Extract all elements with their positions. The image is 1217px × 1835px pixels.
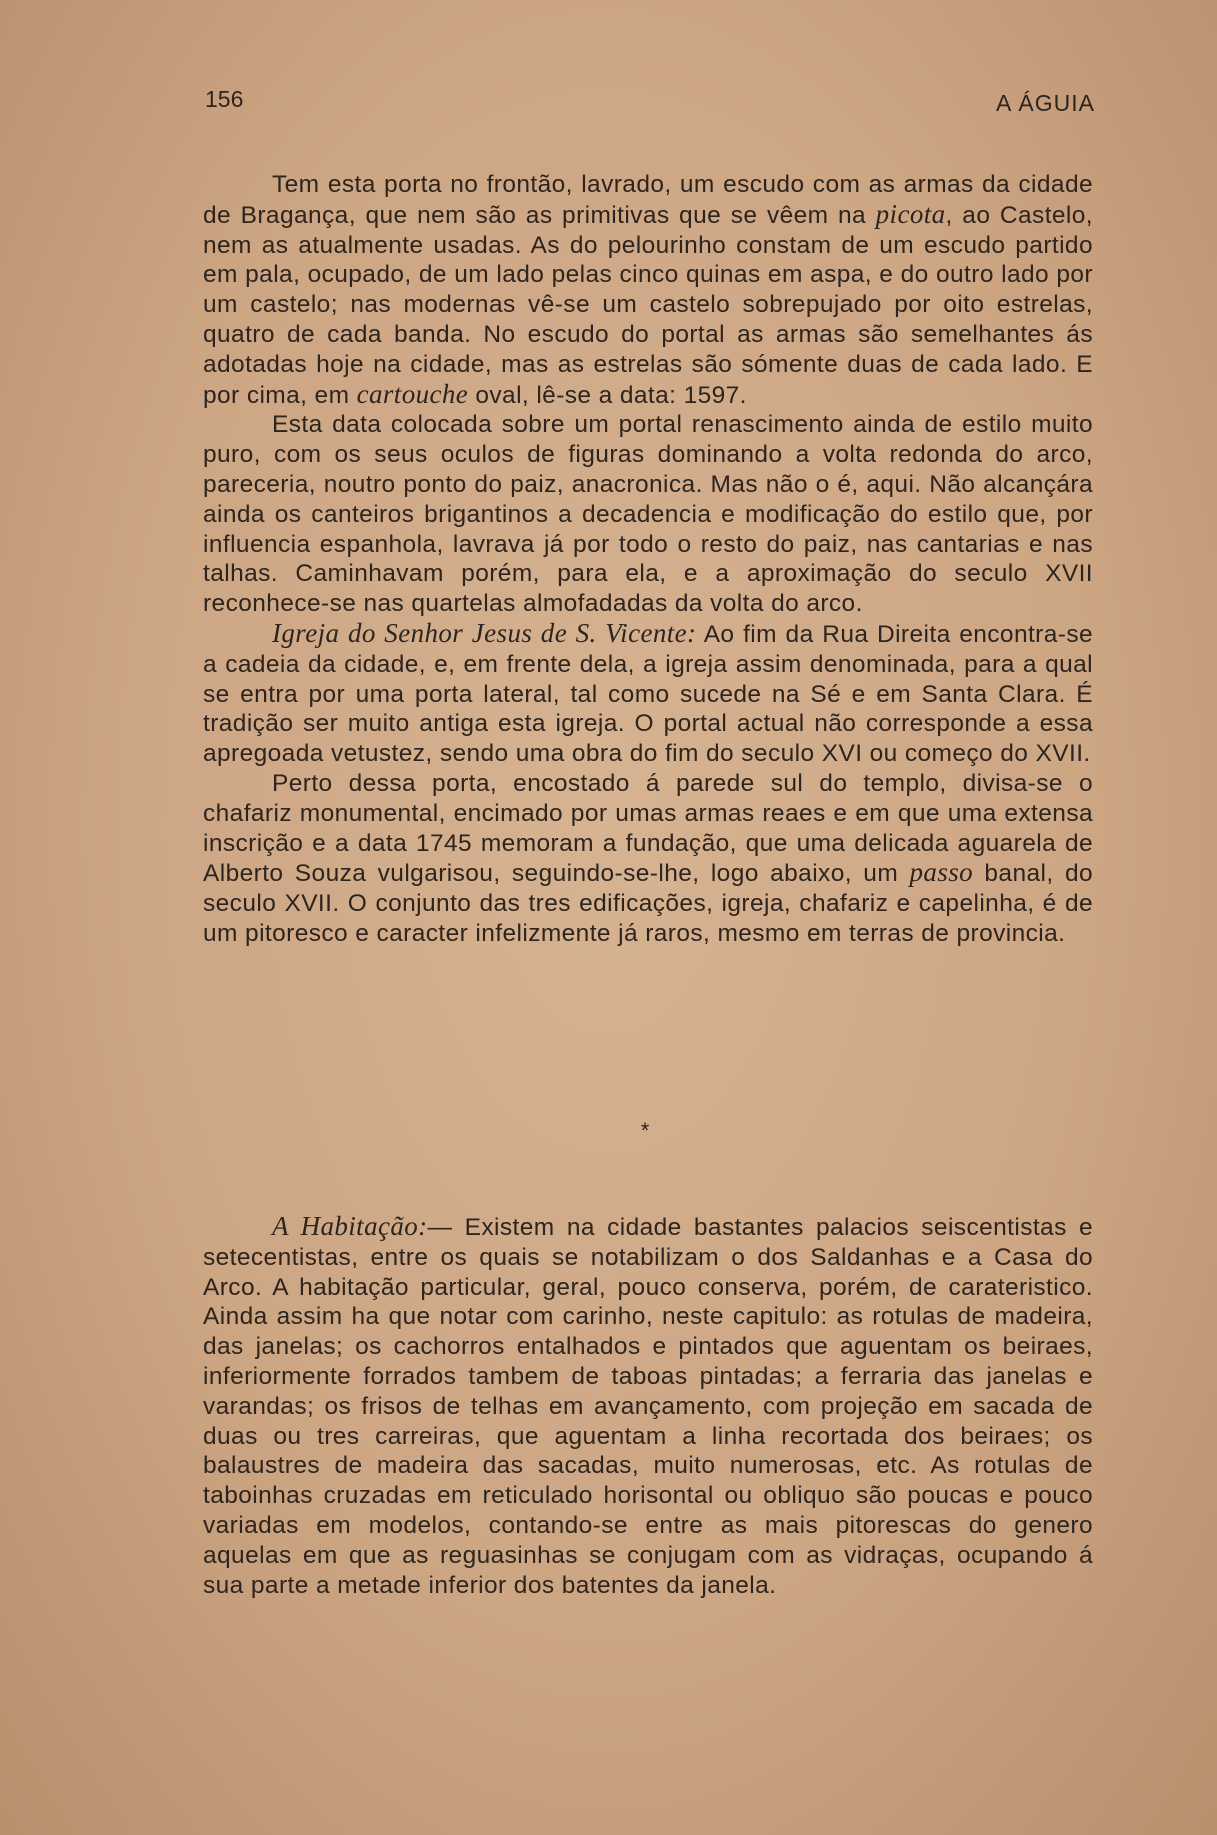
text-span: , ao Castelo, nem as atualmente usadas. As do pelourinho constam de um escudo partido em pala, ocupado, de um lado pelas cinco quinas em aspa, e do outro lado por um castelo; nas modernas vê-se um castelo sobrepujado por oito estrelas, quatro de cada banda. No escudo do portal as armas são semelhantes ás adotadas hoje na cidade, mas as estrelas são sómente duas de cada lado. E por cima, em — [203, 201, 1093, 409]
page-header — [205, 86, 1095, 116]
text-span: Perto dessa porta, encostado á parede sul do templo, divisa-se o chafariz monumental, encimado por umas armas reaes e em que uma extensa inscrição e a data 1745 memoram a fundação, que uma delicada aguarela de Alberto Souza vulgarisou, seguindo-se-lhe, logo abaixo, um — [203, 769, 1093, 888]
text-span: — Existem na cidade bastantes palacios seiscentistas e setecentistas, entre os quais se notabilizam o dos Saldanhas e a Casa do Arco. A habitação particular, geral, pouco conserva, porém, de carateristico. Ainda assim ha que notar com carinho, neste capitulo: as rotulas de madeira, das janelas; os cachorros entalhados e pintados que aguentam os beiraes, inferiormente forrados tambem de taboas pintadas; a ferraria das janelas e varandas; os frisos de telhas em avançamento, com projeção em sacada de duas ou tres carreiras, que aguentam a linha recortada dos beiraes; os balaustres de madeira das sacadas, muito numerosas, etc. As rotulas de taboinhas cruzadas em reticulado horisontal ou obliquo são poucas e pouco variadas em modelos, contando-se entre as mais pitorescas do genero aquelas em que as reguasinhas se conjugam com as vidraças, ocupando á sua parte a metade inferior dos batentes da janela. — [203, 1214, 1093, 1599]
paragraph-chafariz — [203, 769, 1093, 949]
page-number: 156 — [205, 86, 244, 112]
running-title: A ÁGUIA — [995, 90, 1095, 116]
paragraph-igreja — [203, 619, 1093, 769]
paragraph-escudo — [203, 170, 1093, 410]
italic-term: cartouche — [356, 378, 469, 409]
text-span: Ao fim da Rua Direita encontra-se a cadeia da cidade, e, em frente dela, a igreja assim denominada, para a qual se entra por uma porta lateral, tal como sucede na Sé e em Santa Clara. É tradição ser muito antiga esta igreja. O portal actual não corresponde a essa apregoada vetustez, sendo uma obra do fim do seculo XVI ou começo do XVII. — [203, 620, 1093, 768]
paragraph-portal-data: Esta data colocada sobre um portal renascimento ainda de estilo muito puro, com os seus oculos de figuras dominando a volta redonda do arco, pareceria, noutro ponto do paiz, anacronica. Mas não o é, aqui. Não alcançára ainda os canteiros brigantinos a decadencia e modificação do estilo que, por influencia espanhola, lavrava já por todo o resto do paiz, nas cantarias e nas talhas. Caminhavam porém, para ela, e a aproximação do seculo XVII reconhece-se nas quartelas almofadadas da volta do arco. — [203, 411, 1093, 618]
text-span: banal, do seculo XVII. O conjunto das tres edificações, igreja, chafariz e capelinha, é de um pitoresco e caracter infelizmente já raros, mesmo em terras de provincia. — [203, 860, 1093, 947]
text-block-habitacao — [203, 1212, 1093, 1600]
section-separator: * — [640, 1118, 650, 1143]
text-span: oval, lê-se a data: 1597. — [468, 381, 747, 409]
italic-heading: Igreja do Senhor Jesus de S. Vicente: — [272, 617, 697, 648]
italic-heading: A Habitação: — [272, 1211, 428, 1241]
italic-term: passo — [909, 857, 974, 888]
text-span: Tem esta porta no frontão, lavrado, um escudo com as armas da cidade de Bragança, que nem são as primitivas que se vêem na — [203, 171, 1093, 229]
text-block-main — [203, 170, 1093, 949]
paragraph-habitacao — [203, 1212, 1093, 1600]
italic-term: picota — [875, 198, 946, 229]
